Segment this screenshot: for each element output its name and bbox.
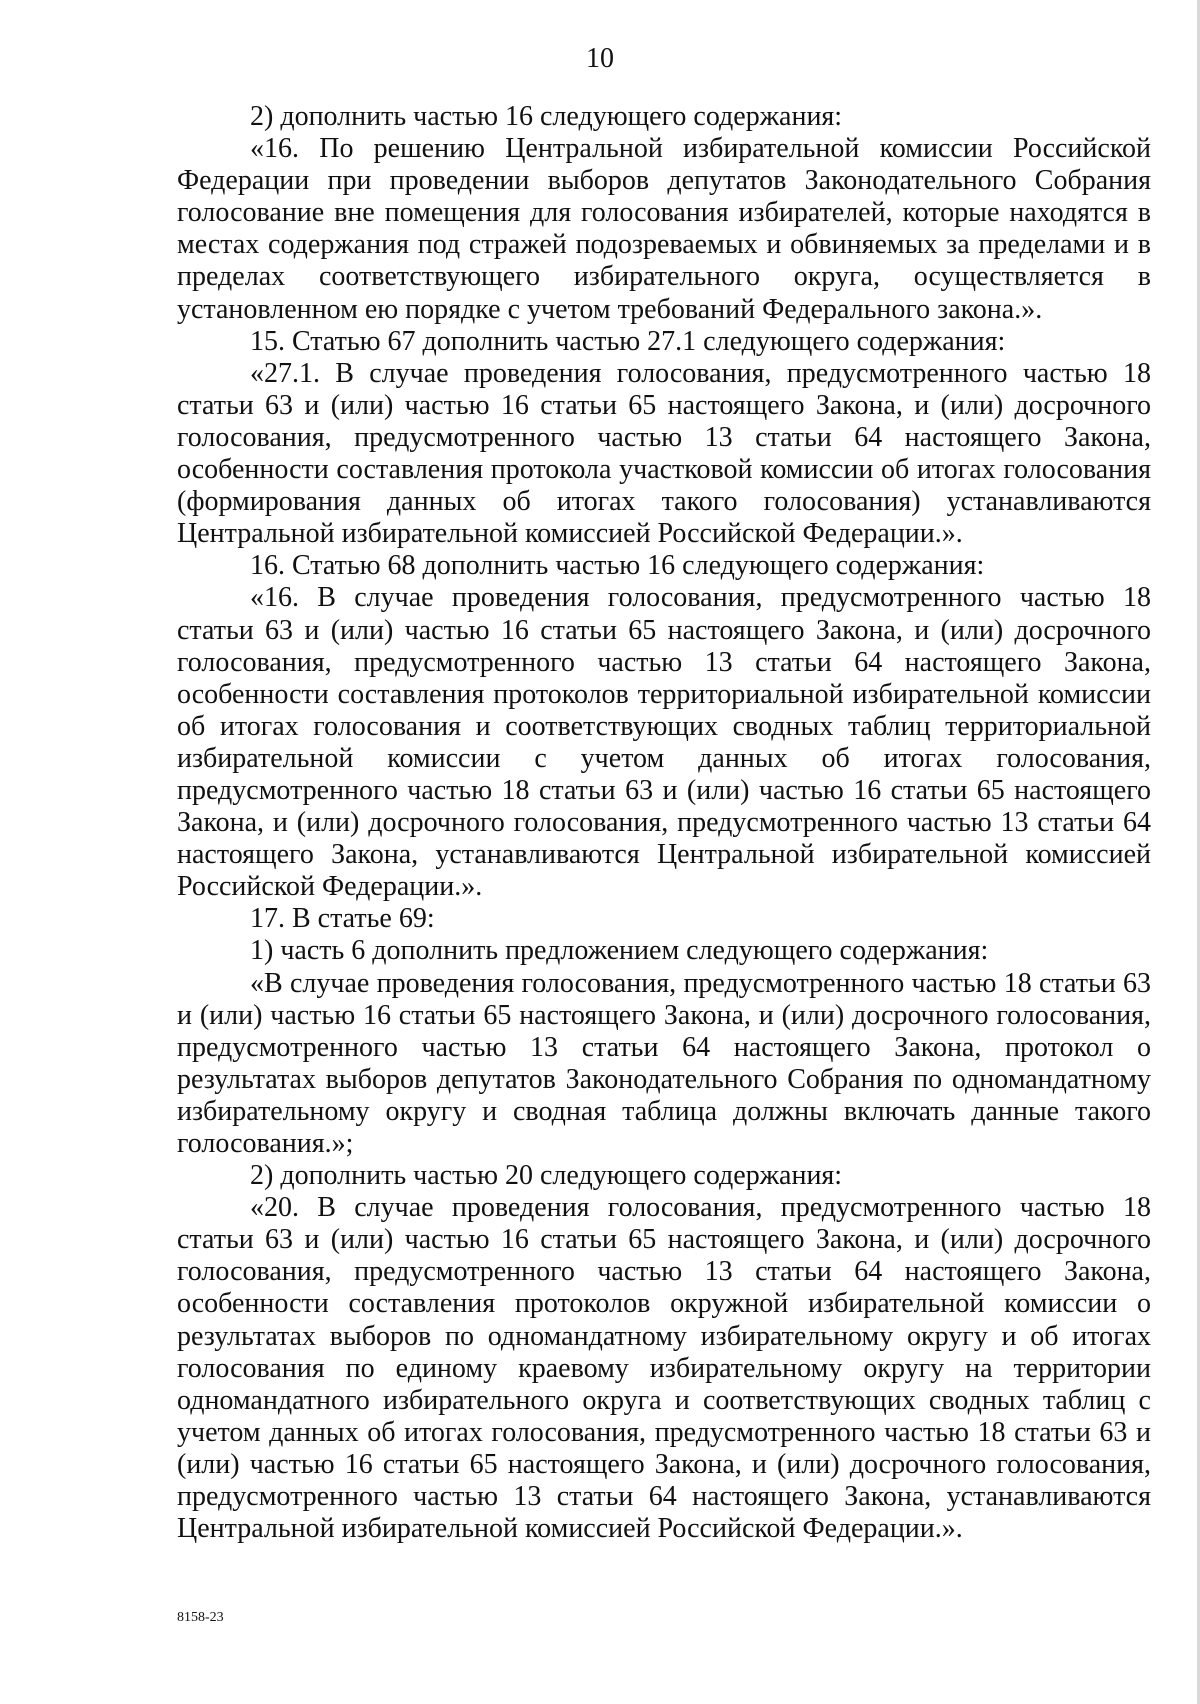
paragraph-item-2-addition: 2) дополнить частью 16 следующего содержания: — [250, 101, 843, 132]
paragraph-item-1-part-6: 1) часть 6 дополнить предложением следующего содержания: — [250, 935, 989, 967]
paragraph-part-20-text: «20. В случае проведения голосования, предусмотренного частью 18 статьи 63 и (или) частью 16 статьи 65 настоящего Закона, и (или) досрочного голосования, предусмотренного частью 13 статьи 64 настоящего Закона, особенности составления протоколов окружной избирательной комиссии о результатах выборов по одномандатному избирательному округу и об итогах голосования по единому краевому избирательному округу на территории одномандатного избирательного округа и соответствующих сводных таблиц с учетом данных об итогах голосования, предусмотренного частью 18 статьи 63 и (или) частью 16 статьи 65 настоящего Закона, и (или) досрочного голосования, предусмотренного частью 13 статьи 64 настоящего Закона, устанавливаются Центральной избирательной комиссией Российской Федерации.». — [177, 1192, 1151, 1545]
paragraph-point-17: 17. В статье 69: — [250, 903, 435, 935]
paragraph-item-2-part-20: 2) дополнить частью 20 следующего содержания: — [250, 1160, 843, 1192]
paragraph-point-16: 16. Статью 68 дополнить частью 16 следующего содержания: — [250, 550, 985, 582]
document-body — [177, 101, 1151, 1545]
paragraph-part-16-article-68-text: «16. В случае проведения голосования, предусмотренного частью 18 статьи 63 и (или) частью 16 статьи 65 настоящего Закона, и (или) досрочного голосования, предусмотренного частью 13 статьи 64 настоящего Закона, особенности составления протоколов территориальной избирательной комиссии об итогах голосования и соответствующих сводных таблиц территориальной избирательной комиссии с учетом данных об итогах голосования, предусмотренного частью 18 статьи 63 и (или) частью 16 статьи 65 настоящего Закона, и (или) досрочного голосования, предусмотренного частью 13 статьи 64 настоящего Закона, устанавливаются Центральной избирательной комиссией Российской Федерации.». — [177, 582, 1151, 903]
paragraph-part-16-text: «16. По решению Центральной избирательной комиссии Российской Федерации при проведении выборов депутатов Законодательного Собрания голосование вне помещения для голосования избирателей, которые находятся в местах содержания под стражей подозреваемых и обвиняемых за пределами и в пределах соответствующего избирательного округа, осуществляется в установленном ею порядке с учетом требований Федерального закона.». — [177, 133, 1151, 325]
paragraph-point-15: 15. Статью 67 дополнить частью 27.1 следующего содержания: — [250, 325, 1006, 357]
page-number: 10 — [586, 43, 614, 74]
paragraph-part-27-1-text: «27.1. В случае проведения голосования, предусмотренного частью 18 статьи 63 и (или) частью 16 статьи 65 настоящего Закона, и (или) досрочного голосования, предусмотренного частью 13 статьи 64 настоящего Закона, особенности составления протокола участковой комиссии об итогах голосования (формирования данных об итогах такого голосования) устанавливаются Центральной избирательной комиссией Российской Федерации.». — [177, 357, 1151, 550]
document-code: 8158-23 — [177, 1610, 224, 1625]
paragraph-part-6-sentence-text: «В случае проведения голосования, предусмотренного частью 18 статьи 63 и (или) частью 16 статьи 65 настоящего Закона, и (или) досрочного голосования, предусмотренного частью 13 статьи 64 настоящего Закона, протокол о результатах выборов депутатов Законодательного Собрания по одномандатному избирательному округу и сводная таблица должны включать данные такого голосования.»; — [177, 967, 1151, 1159]
